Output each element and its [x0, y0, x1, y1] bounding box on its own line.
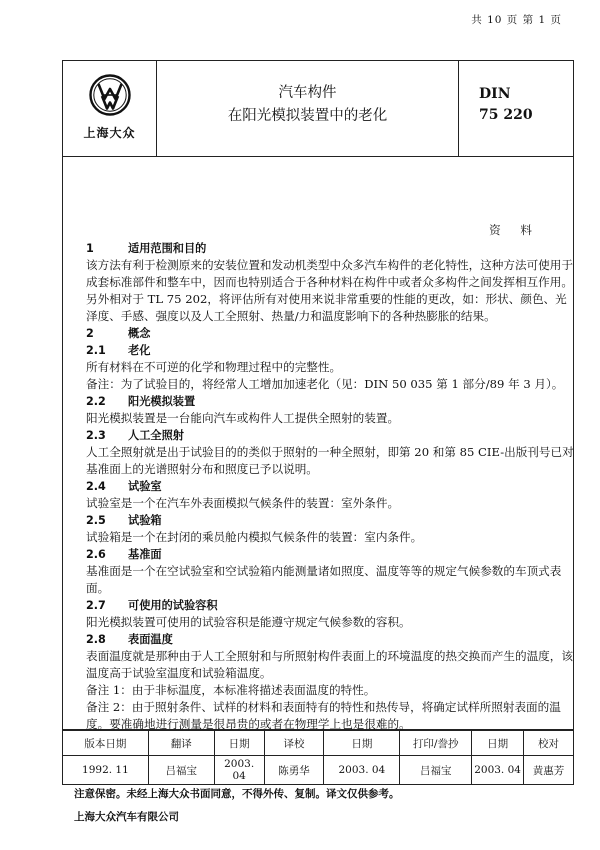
- section-heading-2-5: [86, 512, 574, 529]
- section-title: 概念: [128, 327, 151, 340]
- paragraph: 试验箱是一个在封闭的乘员舱内模拟气候条件的装置：室内条件。: [86, 530, 423, 544]
- section-number: 2.7: [86, 599, 106, 612]
- section-title: 老化: [128, 344, 151, 357]
- paragraph: 阳光模拟装置可使用的试验容积是能遵守规定气候参数的容积。: [86, 615, 411, 629]
- section-number: 2.3: [86, 429, 106, 442]
- document-title-line2: 在阳光模拟装置中的老化: [227, 108, 388, 124]
- section-title: 试验室: [128, 480, 162, 493]
- table-header-cell: 版本日期: [63, 731, 149, 756]
- page-count: 共 10 页 第 1 页: [471, 14, 562, 26]
- section-heading-2-3: [86, 427, 574, 444]
- table-header-cell: 校对: [524, 731, 574, 756]
- confidentiality-notice: 注意保密。未经上海大众书面同意，不得外传、复制。译文仅供参考。: [74, 788, 400, 800]
- paragraph: 备注 2：由于照射条件、试样的材料和表面特有的特性和热传导，将确定试样所照射表面的温度。要准确地进行测量是很昂贵的或者在物理学上也是很难的。: [86, 700, 561, 731]
- section-number: 2.6: [86, 548, 106, 561]
- table-cell: 吕福宝: [400, 756, 472, 785]
- table-row: [63, 756, 574, 785]
- section-number: 2.2: [86, 395, 106, 408]
- standard-prefix: DIN: [479, 86, 511, 102]
- section-title: 人工全照射: [128, 429, 184, 442]
- document-body: [86, 222, 574, 733]
- paragraph: 阳光模拟装置是一台能向汽车或构件人工提供全照射的装置。: [86, 411, 400, 425]
- table-cell: 1992. 11: [63, 756, 149, 785]
- reference-note: 资 料: [489, 223, 540, 237]
- company-short-name: 上海大众: [83, 126, 136, 140]
- table-cell: 吕福宝: [148, 756, 214, 785]
- header-row: [63, 61, 573, 157]
- section-heading-2-6: [86, 546, 574, 563]
- section-heading-2-7: [86, 597, 574, 614]
- document-title-line1: 汽车构件: [278, 85, 337, 101]
- paragraph: 所有材料在不可逆的化学和物理过程中的完整性。: [86, 360, 342, 374]
- logo-cell: [63, 61, 157, 156]
- section-heading-2-1: [86, 342, 574, 359]
- table-cell-line: 04: [232, 770, 246, 782]
- table-header-cell: 日期: [214, 731, 264, 756]
- section-heading-2-4: [86, 478, 574, 495]
- table-header-cell: 日期: [472, 731, 524, 756]
- table-header-cell: 打印/誊抄: [400, 731, 472, 756]
- section-number: 2.5: [86, 514, 106, 527]
- section-heading-1: [86, 240, 574, 257]
- paragraph: 该方法有利于检测原来的安装位置和发动机类型中众多汽车构件的老化特性，这种方法可使用于成套标准部件和整车中，因而也特别适合于各种材料在构件中或者众多构件之间发挥相互作用。: [86, 258, 573, 289]
- table-cell: 2003. 04: [324, 756, 400, 785]
- table-header-row: [63, 731, 574, 756]
- table-cell-line: 2003.: [224, 758, 255, 770]
- table-cell: 2003. 04: [472, 756, 524, 785]
- table-header-cell: 译校: [264, 731, 324, 756]
- standard-number-cell: [459, 61, 573, 156]
- paragraph: 试验室是一个在汽车外表面模拟气候条件的装置：室外条件。: [86, 496, 400, 510]
- section-heading-2: [86, 325, 574, 342]
- table-header-cell: 翻译: [148, 731, 214, 756]
- section-number: 1: [86, 242, 94, 255]
- paragraph: 另外相对于 TL 75 202，将评估所有对使用来说非常重要的性能的更改，如：形状、颜色、光泽度、手感、强度以及人工全照射、热量/力和温度影响下的各种热膨胀的结果。: [86, 292, 567, 323]
- paragraph: 备注 1：由于非标温度，本标准将描述表面温度的特性。: [86, 683, 376, 697]
- section-title: 适用范围和目的: [128, 242, 207, 255]
- table-header-cell: 日期: [324, 731, 400, 756]
- section-title: 可使用的试验容积: [128, 599, 218, 612]
- revision-table: [62, 730, 574, 785]
- section-heading-2-2: [86, 393, 574, 410]
- table-cell: 陈勇华: [264, 756, 324, 785]
- standard-number: 75 220: [479, 107, 533, 123]
- section-number: 2.1: [86, 344, 106, 357]
- section-number: 2.8: [86, 633, 106, 646]
- paragraph: 备注：为了试验目的，将经常人工增加加速老化（见：DIN 50 035 第 1 部分/89 年 3 月）。: [86, 377, 564, 391]
- section-number: 2: [86, 327, 94, 340]
- vw-logo-icon: [89, 74, 131, 116]
- table-cell: 黄惠芳: [524, 756, 574, 785]
- company-full-name: 上海大众汽车有限公司: [74, 811, 179, 823]
- paragraph: 人工全照射就是出于试验目的的类似于照射的一种全照射，即第 20 和第 85 CIE-出版刊号已对基准面上的光谱照射分布和照度已予以说明。: [86, 445, 574, 476]
- table-cell: [214, 756, 264, 785]
- section-number: 2.4: [86, 480, 106, 493]
- section-title: 基准面: [128, 548, 162, 561]
- paragraph: 表面温度就是那种由于人工全照射和与所照射构件表面上的环境温度的热交换而产生的温度，该温度高于试验室温度和试验箱温度。: [86, 649, 573, 680]
- title-cell: [157, 61, 459, 156]
- section-title: 试验箱: [128, 514, 162, 527]
- paragraph: 基准面是一个在空试验室和空试验箱内能测量诸如照度、温度等等的规定气候参数的车顶式表面。: [86, 564, 562, 595]
- section-title: 阳光模拟装置: [128, 395, 196, 408]
- section-title: 表面温度: [128, 633, 173, 646]
- section-heading-2-8: [86, 631, 574, 648]
